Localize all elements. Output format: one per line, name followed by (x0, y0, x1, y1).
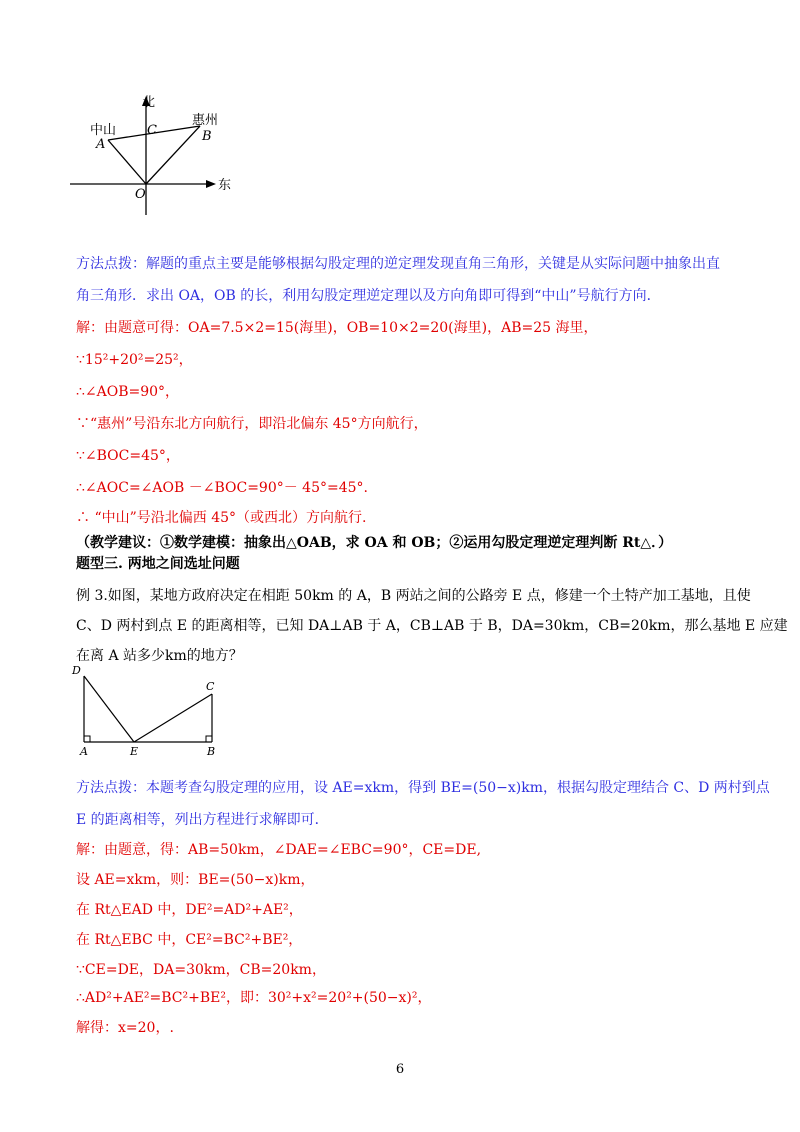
solution2-line: ∵CE=DE，DA=30km，CB=20km， (76, 962, 326, 978)
solution1-line: ∴ “中山”号沿北偏西 45°（或西北）方向航行. (76, 510, 367, 526)
method-hint-1-line1: 方法点拨：解题的重点主要是能够根据勾股定理的逆定理发现直角三角形，关键是从实际问题中抽象出直 (76, 256, 720, 272)
solution1-line: ∴∠AOB=90°， (76, 384, 180, 400)
solution1-line: 解：由题意可得：OA=7.5×2=15(海里)，OB=10×2=20(海里)，AB=25 海里， (76, 320, 598, 336)
example3-line2: C、D 两村到点 E 的距离相等，已知 DA⊥AB 于 A，CB⊥AB 于 B，DA=30km，CB=20km，那么基地 E 应建 (76, 618, 788, 634)
page-number: 6 (395, 1062, 405, 1077)
label-a2: A (80, 745, 88, 758)
compass-diagram (60, 90, 250, 215)
label-huizhou: 惠州 (192, 113, 219, 128)
label-c2: C (206, 680, 215, 693)
segment-oa (108, 140, 146, 184)
right-angle-mark-b (206, 736, 212, 742)
solution2-line: 设 AE=xkm，则：BE=(50−x)km， (76, 872, 315, 888)
right-angle-mark-a (84, 736, 90, 742)
label-o: O (135, 187, 146, 202)
method-hint-2-line1: 方法点拨：本题考查勾股定理的应用，设 AE=xkm，得到 BE=(50−x)km，根据勾股定理结合 C、D 两村到点 (76, 780, 770, 796)
label-a: A (96, 137, 106, 152)
segment-ce (134, 694, 212, 742)
road-diagram (70, 660, 230, 760)
section-title: 题型三. 两地之间选址问题 (76, 556, 240, 572)
example3-line3: 在离 A 站多少km的地方？ (76, 648, 243, 664)
solution2-line: 解：由题意，得：AB=50km，∠DAE=∠EBC=90°，CE=DE, (76, 842, 482, 858)
label-d: D (72, 664, 81, 677)
label-b2: B (207, 745, 216, 758)
method-hint-1-line2: 角三角形．求出 OA，OB 的长，利用勾股定理逆定理以及方向角即可得到“中山”号航行方向． (76, 288, 661, 304)
solution2-line: 在 Rt△EAD 中，DE²=AD²+AE²， (76, 902, 303, 918)
solution2-line: 在 Rt△EBC 中，CE²=BC²+BE²， (76, 932, 303, 948)
teaching-suggestion: （教学建议：①数学建模：抽象出△OAB，求 OA 和 OB；②运用勾股定理逆定理判断 Rt△．） (76, 535, 673, 551)
solution1-line: ∴∠AOC=∠AOB －∠BOC=90°－ 45°=45°. (76, 480, 368, 496)
solution1-line: ∵“惠州”号沿东北方向航行，即沿北偏东 45°方向航行， (76, 416, 428, 432)
east-arrowhead (206, 180, 216, 188)
label-zhongshan: 中山 (90, 123, 117, 138)
method-hint-2-line2: E 的距离相等，列出方程进行求解即可． (76, 812, 329, 828)
label-east: 东 (218, 178, 232, 193)
label-e: E (130, 745, 139, 758)
label-c: C (147, 123, 157, 138)
label-b: B (202, 129, 212, 144)
solution2-line: 解得：x=20，. (76, 1020, 174, 1036)
label-north: 北 (142, 95, 156, 110)
solution1-line: ∵∠BOC=45°， (76, 448, 180, 464)
segment-de (84, 676, 134, 742)
solution2-line: ∴AD²+AE²=BC²+BE²，即：30²+x²=20²+(50−x)²， (76, 990, 432, 1006)
solution1-line: ∵15²+20²=25²， (76, 352, 193, 368)
example3-line1: 例 3.如图，某地方政府决定在相距 50km 的 A，B 两站之间的公路旁 E 点，修建一个土特产加工基地，且使 (76, 588, 751, 604)
